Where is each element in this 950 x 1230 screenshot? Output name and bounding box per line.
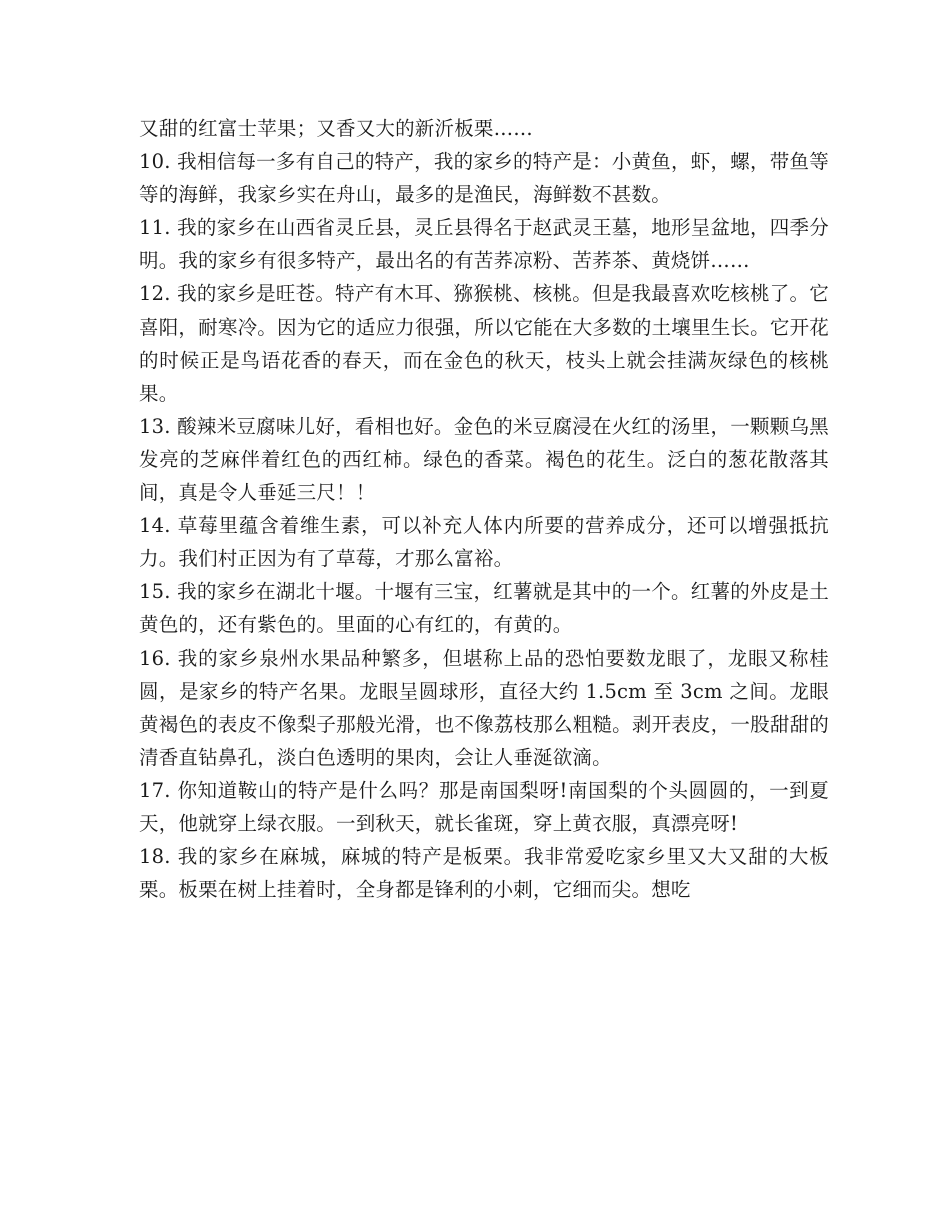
paragraph-continuation xyxy=(139,112,829,145)
paragraph-text: 我的家乡在山西省灵丘县，灵丘县得名于赵武灵王墓，地形呈盆地，四季分明。我的家乡有很多特产，最出名的有苦荞凉粉、苦荞茶、黄烧饼…… xyxy=(139,216,829,273)
paragraph-number: 14. xyxy=(139,514,171,538)
paragraph-text: 酸辣米豆腐味儿好，看相也好。金色的米豆腐浸在火红的汤里，一颗颗乌黑发亮的芝麻伴着红色的西红柿。绿色的香菜。褐色的花生。泛白的葱花散落其间，真是令人垂延三尺！！ xyxy=(139,414,829,505)
paragraph-number: 11. xyxy=(139,216,171,240)
paragraph-13 xyxy=(139,410,829,509)
paragraph-text: 草莓里蕴含着维生素，可以补充人体内所要的营养成分，还可以增强抵抗力。我们村正因为有了草莓，才那么富裕。 xyxy=(139,514,829,571)
paragraph-text: 我的家乡泉州水果品种繁多，但堪称上品的恐怕要数龙眼了，龙眼又称桂圆，是家乡的特产名果。龙眼呈圆球形，直径大约 1.5cm 至 3cm 之间。龙眼黄褐色的表皮不像梨子那般光滑，也不像荔枝那么粗糙。剥开表皮，一股甜甜的清香直钻鼻孔，淡白色透明的果肉，会让人垂涎欲滴。 xyxy=(139,646,829,769)
paragraph-text: 我的家乡是旺苍。特产有木耳、猕猴桃、核桃。但是我最喜欢吃核桃了。它喜阳，耐寒冷。因为它的适应力很强，所以它能在大多数的土壤里生长。它开花的时候正是鸟语花香的春天，而在金色的秋天，枝头上就会挂满灰绿色的核桃果。 xyxy=(139,282,829,405)
paragraph-text: 我的家乡在湖北十堰。十堰有三宝，红薯就是其中的一个。红薯的外皮是土黄色的，还有紫色的。里面的心有红的，有黄的。 xyxy=(139,580,829,637)
paragraph-11 xyxy=(139,211,829,277)
paragraph-15 xyxy=(139,575,829,641)
paragraph-16 xyxy=(139,642,829,774)
paragraph-text: 你知道鞍山的特产是什么吗？那是南国梨呀!南国梨的个头圆圆的，一到夏天，他就穿上绿衣服。一到秋天，就长雀斑，穿上黄衣服，真漂亮呀! xyxy=(139,778,829,835)
document-body xyxy=(139,112,829,906)
paragraph-number: 15. xyxy=(139,580,171,604)
paragraph-number: 18. xyxy=(139,845,171,869)
paragraph-number: 17. xyxy=(139,778,171,802)
paragraph-text: 我相信每一多有自己的特产，我的家乡的特产是：小黄鱼，虾，螺，带鱼等等的海鲜，我家乡实在舟山，最多的是渔民，海鲜数不甚数。 xyxy=(139,150,829,207)
paragraph-number: 13. xyxy=(139,414,171,438)
paragraph-text: 我的家乡在麻城，麻城的特产是板栗。我非常爱吃家乡里又大又甜的大板栗。板栗在树上挂着时，全身都是锋利的小刺，它细而尖。想吃 xyxy=(139,845,829,902)
paragraph-number: 16. xyxy=(139,646,171,670)
paragraph-12 xyxy=(139,277,829,409)
paragraph-number: 10. xyxy=(139,150,171,174)
paragraph-10 xyxy=(139,145,829,211)
paragraph-14 xyxy=(139,509,829,575)
paragraph-number: 12. xyxy=(139,282,171,306)
paragraph-18 xyxy=(139,840,829,906)
paragraph-text: 又甜的红富士苹果；又香又大的新沂板栗…… xyxy=(139,117,534,140)
paragraph-17 xyxy=(139,774,829,840)
